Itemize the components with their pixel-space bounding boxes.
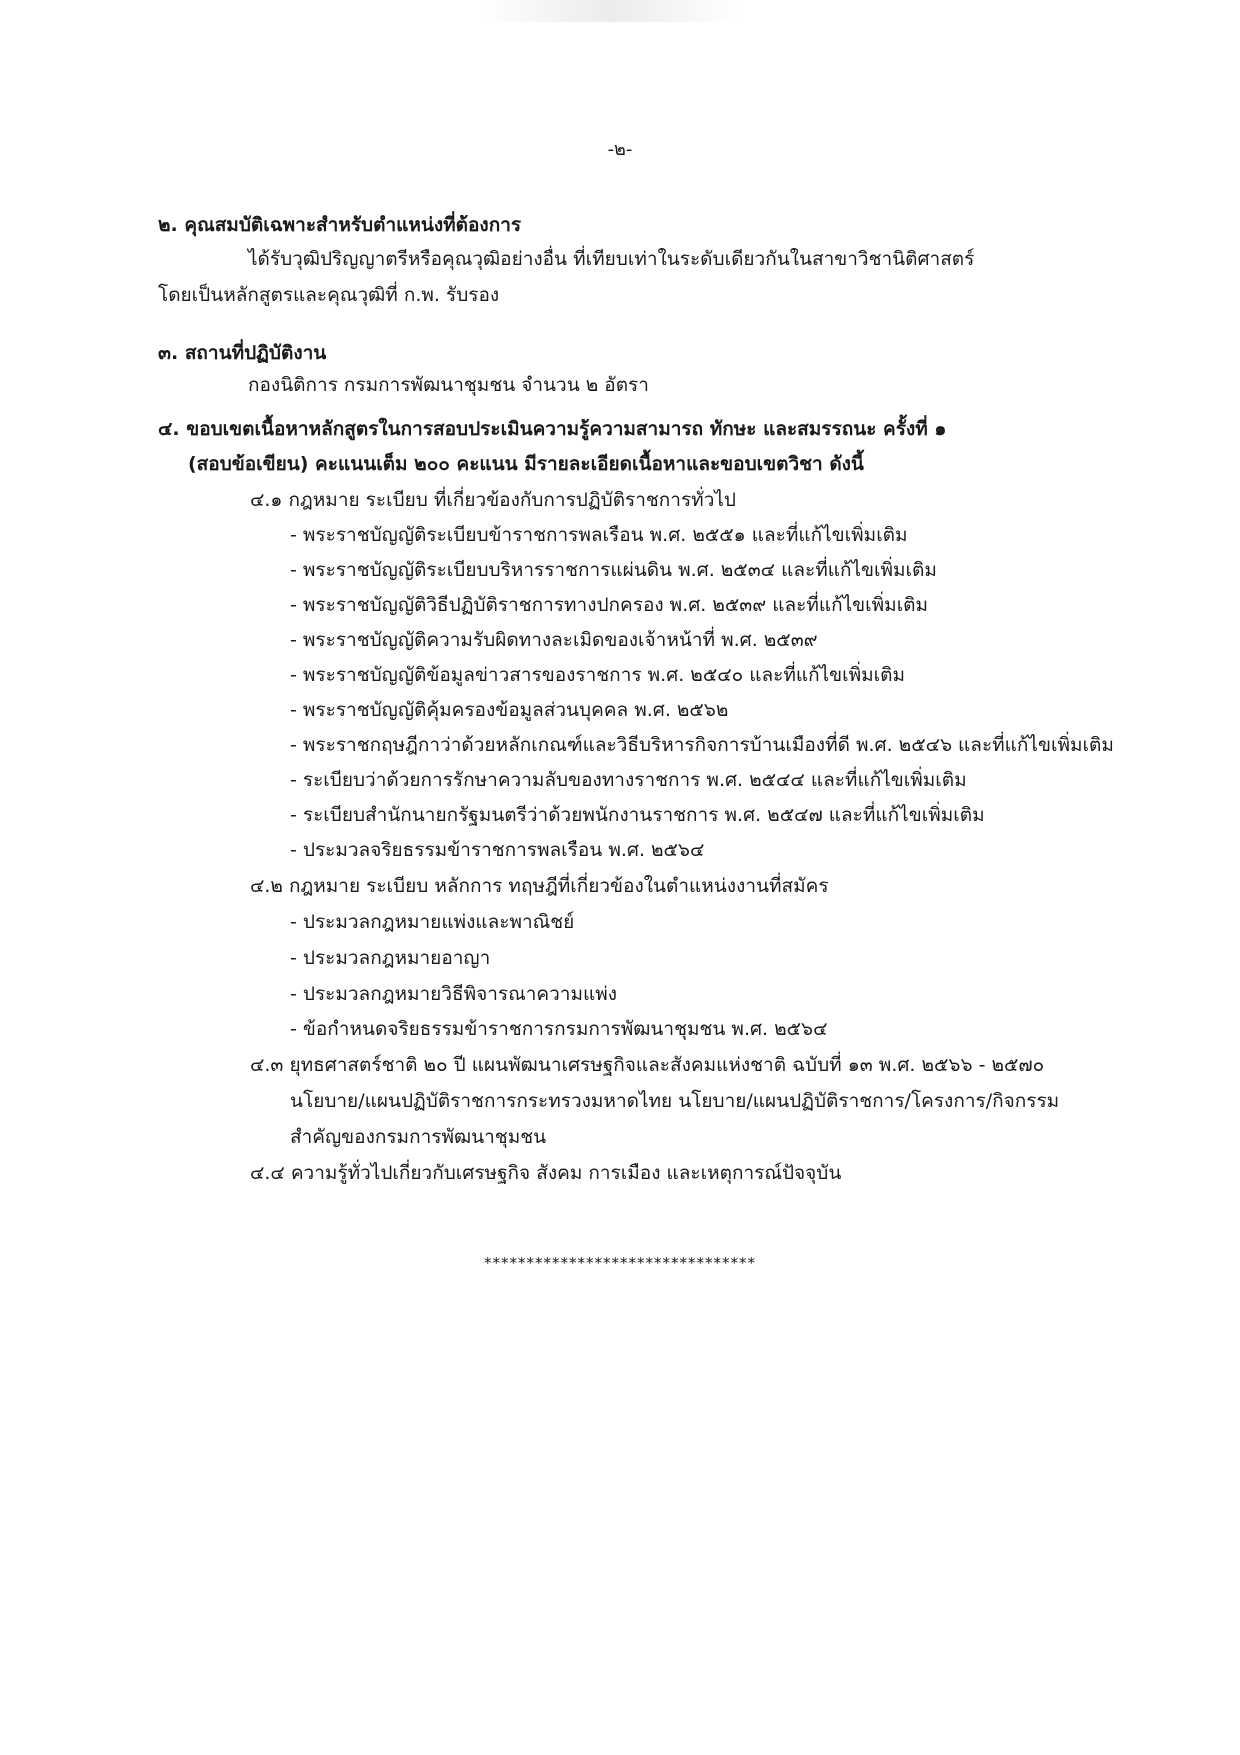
list-item: - พระราชบัญญัติข้อมูลข่าวสารของราชการ พ.ศ. ๒๕๔๐ และที่แก้ไขเพิ่มเติม — [290, 664, 906, 686]
subsection-4-3-line3: สำคัญของกรมการพัฒนาชุมชน — [290, 1126, 547, 1148]
section4-heading-line2: (สอบข้อเขียน) คะแนนเต็ม ๒๐๐ คะแนน มีรายละเอียดเนื้อหาและขอบเขตวิชา ดังนี้ — [188, 453, 864, 475]
list-item: - พระราชบัญญัติระเบียบข้าราชการพลเรือน พ.ศ. ๒๕๕๑ และที่แก้ไขเพิ่มเติม — [290, 524, 908, 546]
separator-stars: ******************************** — [484, 1254, 756, 1272]
list-item: - พระราชบัญญัติระเบียบบริหารราชการแผ่นดิน พ.ศ. ๒๕๓๔ และที่แก้ไขเพิ่มเติม — [290, 559, 937, 581]
page-number: -๒- — [607, 139, 633, 160]
subsection-4-3-line1: ๔.๓ ยุทธศาสตร์ชาติ ๒๐ ปี แผนพัฒนาเศรษฐกิจและสังคมแห่งชาติ ฉบับที่ ๑๓ พ.ศ. ๒๕๖๖ - ๒๕๗๐ — [250, 1054, 1045, 1076]
section3-heading: ๓. สถานที่ปฏิบัติงาน — [158, 342, 327, 364]
section4-heading-line1: ๔. ขอบเขตเนื้อหาหลักสูตรในการสอบประเมินความรู้ความสามารถ ทักษะ และสมรรถนะ ครั้งที่ ๑ — [158, 418, 947, 440]
scan-artifact — [480, 0, 740, 22]
subsection-4-4-title: ๔.๔ ความรู้ทั่วไปเกี่ยวกับเศรษฐกิจ สังคม การเมือง และเหตุการณ์ปัจจุบัน — [250, 1162, 842, 1184]
list-item: - ข้อกำหนดจริยธรรมข้าราชการกรมการพัฒนาชุมชน พ.ศ. ๒๕๖๔ — [290, 1018, 828, 1040]
list-item: - พระราชบัญญัติคุ้มครองข้อมูลส่วนบุคคล พ.ศ. ๒๕๖๒ — [290, 699, 729, 721]
subsection-4-1-title: ๔.๑ กฎหมาย ระเบียบ ที่เกี่ยวข้องกับการปฏิบัติราชการทั่วไป — [250, 489, 736, 511]
list-item: - ประมวลกฎหมายแพ่งและพาณิชย์ — [290, 911, 575, 933]
section2-line1: ได้รับวุฒิปริญญาตรีหรือคุณวุฒิอย่างอื่น ที่เทียบเท่าในระดับเดียวกันในสาขาวิชานิติศาสตร์ — [248, 248, 975, 270]
list-item: - ระเบียบว่าด้วยการรักษาความลับของทางราชการ พ.ศ. ๒๕๔๔ และที่แก้ไขเพิ่มเติม — [290, 769, 967, 791]
list-item: - ประมวลกฎหมายวิธีพิจารณาความแพ่ง — [290, 983, 618, 1005]
section3-body: กองนิติการ กรมการพัฒนาชุมชน จำนวน ๒ อัตรา — [248, 374, 649, 396]
section2-line2: โดยเป็นหลักสูตรและคุณวุฒิที่ ก.พ. รับรอง — [158, 284, 500, 306]
list-item: - พระราชกฤษฎีกาว่าด้วยหลักเกณฑ์และวิธีบริหารกิจการบ้านเมืองที่ดี พ.ศ. ๒๕๔๖ และที่แก้ไขเพิ่มเติม — [290, 734, 1114, 756]
subsection-4-2-title: ๔.๒ กฎหมาย ระเบียบ หลักการ ทฤษฎีที่เกี่ยวข้องในตำแหน่งงานที่สมัคร — [250, 875, 829, 897]
list-item: - ประมวลจริยธรรมข้าราชการพลเรือน พ.ศ. ๒๕๖๔ — [290, 839, 705, 861]
list-item: - ระเบียบสำนักนายกรัฐมนตรีว่าด้วยพนักงานราชการ พ.ศ. ๒๕๔๗ และที่แก้ไขเพิ่มเติม — [290, 804, 985, 826]
subsection-4-3-line2: นโยบาย/แผนปฏิบัติราชการกระทรวงมหาดไทย นโยบาย/แผนปฏิบัติราชการ/โครงการ/กิจกรรม — [290, 1090, 1060, 1112]
list-item: - ประมวลกฎหมายอาญา — [290, 947, 491, 969]
section2-heading: ๒. คุณสมบัติเฉพาะสำหรับตำแหน่งที่ต้องการ — [158, 214, 522, 236]
list-item: - พระราชบัญญัติความรับผิดทางละเมิดของเจ้าหน้าที่ พ.ศ. ๒๕๓๙ — [290, 629, 818, 651]
list-item: - พระราชบัญญัติวิธีปฏิบัติราชการทางปกครอง พ.ศ. ๒๕๓๙ และที่แก้ไขเพิ่มเติม — [290, 594, 929, 616]
